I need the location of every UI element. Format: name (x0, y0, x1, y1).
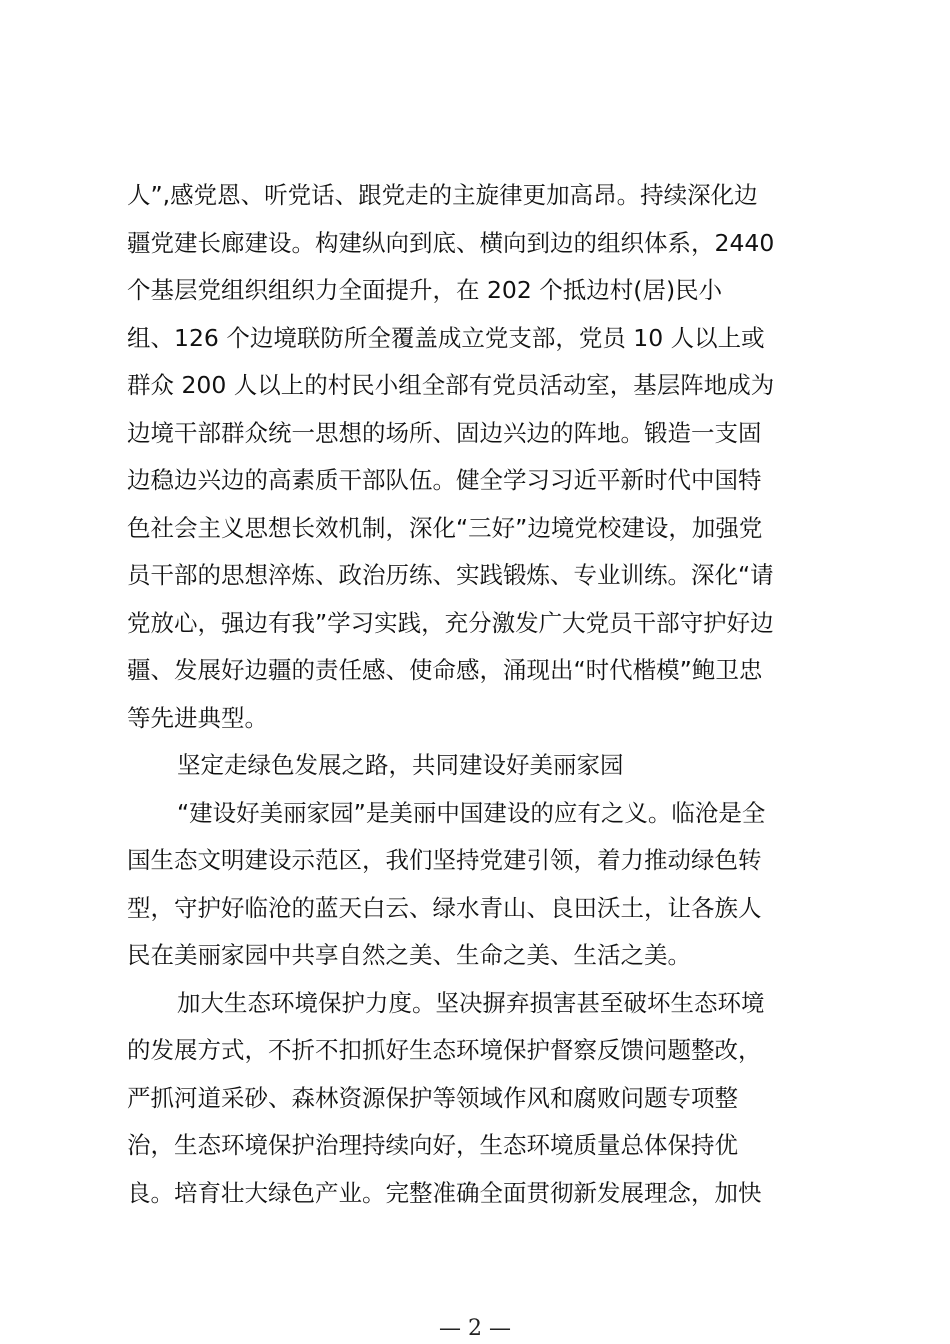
text-line: 民在美丽家园中共享自然之美、生命之美、生活之美。 (127, 941, 691, 969)
text-line: 人”,感党恩、听党话、跟党走的主旋律更加高昂。持续深化边 (127, 181, 758, 209)
text-line: 边境干部群众统一思想的场所、固边兴边的阵地。锻造一支固 (127, 418, 762, 447)
text-line: 的发展方式，不折不扣抓好生态环境保护督察反馈问题整改， (127, 1036, 762, 1064)
page-number: — 2 — (439, 1316, 511, 1341)
text-line: 疆党建长廊建设。构建纵向到底、横向到边的组织体系，2440 (127, 228, 775, 257)
text-line: 严抓河道采砂、森林资源保护等领域作风和腐败问题专项整 (127, 1083, 738, 1112)
text-line: 群众 200 人以上的村民小组全部有党员活动室，基层阵地成为 (127, 371, 775, 399)
text-line: 治，生态环境保护治理持续向好，生态环境质量总体保持优 (127, 1131, 738, 1159)
text-line: 等先进典型。 (127, 703, 268, 732)
text-line: 色社会主义思想长效机制，深化“三好”边境党校建设，加强党 (127, 513, 763, 542)
body-text (127, 172, 832, 1217)
paragraph-start-line: “建设好美丽家园”是美丽中国建设的应有之义。临沧是全 (177, 798, 766, 827)
section-heading: 坚定走绿色发展之路，共同建设好美丽家园 (177, 751, 624, 779)
text-line: 党放心，强边有我”学习实践，充分激发广大党员干部守护好边 (127, 608, 774, 637)
text-line: 边稳边兴边的高素质干部队伍。健全学习习近平新时代中国特 (127, 466, 762, 494)
text-line: 组、126 个边境联防所全覆盖成立党支部，党员 10 人以上或 (127, 323, 765, 352)
text-line: 个基层党组织组织力全面提升，在 202 个抵边村(居)民小 (127, 276, 723, 304)
text-line: 员干部的思想淬炼、政治历练、实践锻炼、专业训练。深化“请 (127, 561, 774, 589)
text-line: 国生态文明建设示范区，我们坚持党建引领，着力推动绿色转 (127, 846, 762, 874)
paragraph-start-line: 加大生态环境保护力度。坚决摒弃损害甚至破坏生态环境 (177, 988, 765, 1017)
text-line: 型，守护好临沧的蓝天白云、绿水青山、良田沃土，让各族人 (127, 893, 762, 922)
text-line: 良。培育壮大绿色产业。完整准确全面贯彻新发展理念，加快 (127, 1178, 762, 1207)
text-line: 疆、发展好边疆的责任感、使命感，涌现出“时代楷模”鲍卫忠 (127, 656, 763, 684)
